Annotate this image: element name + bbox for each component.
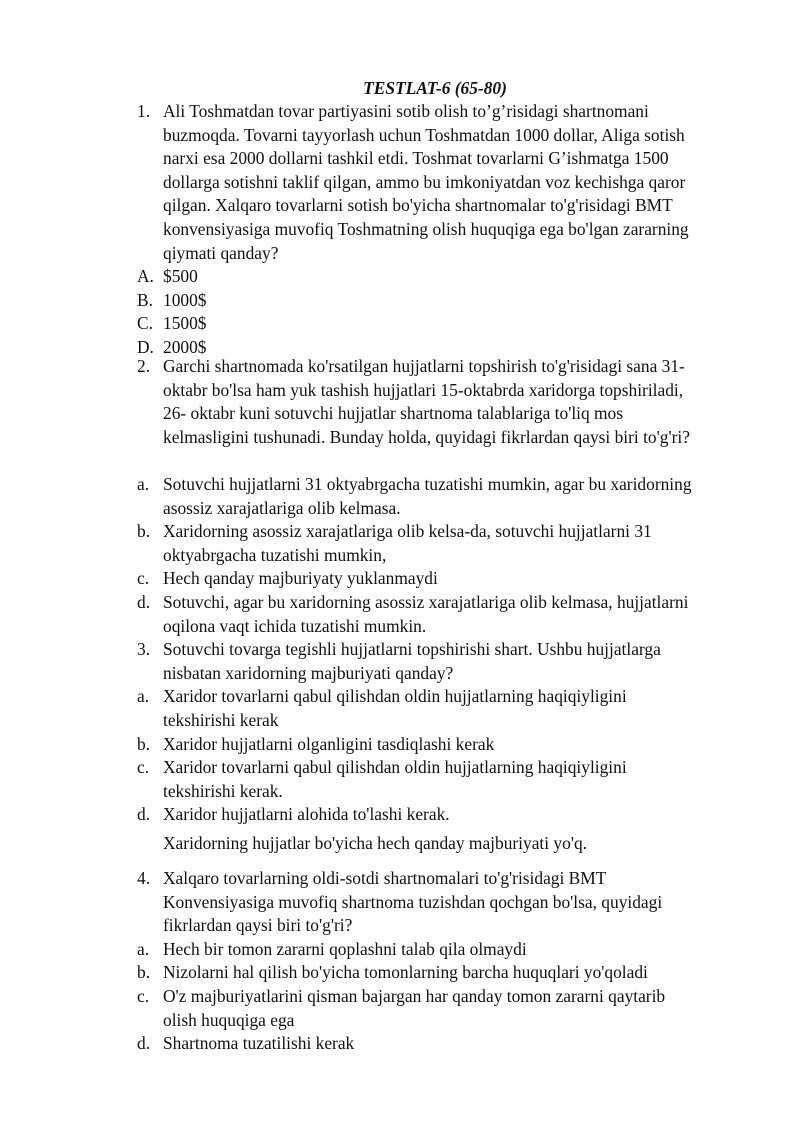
text-line: 26- oktabr kuni sotuvchi hujjatlar shartnoma talablariga to'liq mos: [163, 403, 624, 424]
option-marker: a.: [137, 474, 150, 494]
answer-option: [137, 985, 737, 1032]
text-line: Xaridor tovarlarni qabul qilishdan oldin hujjatlarning haqiqiyligini: [163, 686, 627, 707]
text-line: buzmoqda. Tovarni tayyorlash uchun Toshmatdan 1000 dollar, Aliga sotish: [163, 124, 685, 145]
question-2: [137, 355, 737, 449]
option-text: 2000$: [163, 336, 207, 357]
text-line: tekshirishi kerak.: [163, 780, 283, 801]
question-number: 4.: [137, 868, 151, 888]
option-marker: c.: [137, 757, 150, 778]
answer-option: [137, 733, 737, 757]
text-line: tekshirishi kerak: [163, 709, 279, 730]
text-line: Xaridor hujjatlarni alohida to'lashi kerak.: [163, 804, 450, 825]
answer-option: [137, 961, 737, 985]
question-2-options: [137, 473, 737, 827]
answer-option: [137, 756, 737, 803]
text-line: Nizolarni hal qilish bo'yicha tomonlarning barcha huquqlari yo'qoladi: [163, 962, 648, 983]
answer-option: [137, 803, 737, 827]
option-marker: d.: [137, 804, 151, 825]
text-line: fikrlardan qaysi biri to'g'ri?: [163, 915, 353, 936]
text-line: Shartnoma tuzatilishi kerak: [163, 1033, 355, 1054]
question-3-note: Xaridorning hujjatlar bo'yicha hech qanday majburiyati yo'q.: [163, 833, 587, 853]
text-line: Garchi shartnomada ko'rsatilgan hujjatlarni topshirish to'g'risidagi sana 31-: [163, 356, 685, 376]
option-marker: a.: [137, 938, 150, 959]
text-line: nisbatan xaridorning majburiyati qanday?: [163, 662, 454, 683]
answer-option: [137, 685, 737, 732]
option-marker: D.: [137, 336, 154, 357]
question-3: [137, 638, 737, 685]
text-line: dollarga sotishni taklif qilgan, ammo bu imkoniyatdan voz kechishga qaror: [163, 171, 686, 192]
question-1: [137, 100, 737, 360]
answer-option: [137, 265, 737, 289]
text-line: Xaridorning asossiz xarajatlariga olib kelsa-da, sotuvchi hujjatlarni 31: [163, 521, 652, 542]
answer-option: [137, 289, 737, 313]
question-4: [137, 867, 737, 1056]
text-line: Xaridor hujjatlarni olganligini tasdiqlashi kerak: [163, 733, 495, 754]
text-line: Konvensiyasiga muvofiq shartnoma tuzishdan qochgan bo'lsa, quyidagi: [163, 891, 663, 912]
text-line: Sotuvchi tovarga tegishli hujjatlarni topshirishi shart. Ushbu hujjatlarga: [163, 639, 661, 660]
question-number: 2.: [137, 356, 151, 376]
text-line: Hech qanday majburiyaty yuklanmaydi: [163, 568, 438, 589]
page-title: TESTLAT-6 (65-80): [363, 78, 507, 98]
text-line: Xaridor tovarlarni qabul qilishdan oldin hujjatlarning haqiqiyligini: [163, 757, 627, 778]
text-line: Ali Toshmatdan tovar partiyasini sotib olish to’g’risidagi shartnomani: [163, 101, 649, 121]
question-stem: [137, 355, 737, 449]
text-line: kelmasligini tushunadi. Bunday holda, quyidagi fikrlardan qaysi biri to'g'ri?: [163, 426, 690, 447]
option-text: 1000$: [163, 289, 207, 310]
option-marker: b.: [137, 521, 151, 542]
option-text: $500: [163, 266, 198, 287]
option-marker: c.: [137, 568, 150, 589]
question-number: 3.: [137, 639, 151, 660]
answer-option: [137, 938, 737, 962]
option-marker: d.: [137, 591, 151, 612]
question-3-note-block: [137, 832, 737, 856]
option-marker: a.: [137, 686, 150, 707]
text-line: oktyabrgacha tuzatishi mumkin,: [163, 544, 387, 565]
option-text: 1500$: [163, 313, 207, 334]
question-number: 1.: [137, 101, 151, 121]
text-line: konvensiyasiga muvofiq Toshmatning olish huquqiga ega bo'lgan zararning: [163, 218, 689, 239]
text-line: Sotuvchi, agar bu xaridorning asossiz xarajatlariga olib kelmasa, hujjatlarni: [163, 591, 689, 612]
text-line: Sotuvchi hujjatlarni 31 oktyabrgacha tuzatishi mumkin, agar bu xaridorning: [163, 474, 692, 494]
text-line: Hech bir tomon zararni qoplashni talab qila olmaydi: [163, 938, 527, 959]
option-marker: b.: [137, 733, 151, 754]
text-line: olish huquqiga ega: [163, 1009, 295, 1030]
question-stem: [137, 100, 737, 265]
option-marker: A.: [137, 266, 154, 287]
answer-option: [137, 1032, 737, 1056]
option-marker: d.: [137, 1033, 151, 1054]
text-line: asossiz xarajatlariga olib kelmasa.: [163, 497, 401, 518]
option-marker: B.: [137, 289, 153, 310]
text-line: narxi esa 2000 dollarni tashkil etdi. Toshmat tovarlarni G’ishmatga 1500: [163, 148, 669, 169]
text-line: oqilona vaqt ichida tuzatishi mumkin.: [163, 615, 427, 636]
text-line: qilgan. Xalqaro tovarlarni sotish bo'yicha shartnomalar to'g'risidagi BMT: [163, 195, 673, 216]
answer-option: [137, 312, 737, 336]
text-line: oktabr bo'lsa ham yuk tashish hujjatlari 15-oktabrda xaridorga topshiriladi,: [163, 379, 684, 400]
answer-option: [137, 567, 737, 591]
text-line: O'z majburiyatlarini qisman bajargan har qanday tomon zararni qaytarib: [163, 985, 666, 1006]
option-marker: b.: [137, 962, 151, 983]
text-line: Xalqaro tovarlarning oldi-sotdi shartnomalari to'g'risidagi BMT: [163, 868, 607, 888]
answer-option: [137, 473, 737, 520]
answer-option: [137, 591, 737, 638]
option-marker: C.: [137, 313, 153, 334]
question-stem: [137, 867, 737, 938]
answer-option: [137, 520, 737, 567]
text-line: qiymati qanday?: [163, 242, 279, 263]
option-marker: c.: [137, 985, 150, 1006]
